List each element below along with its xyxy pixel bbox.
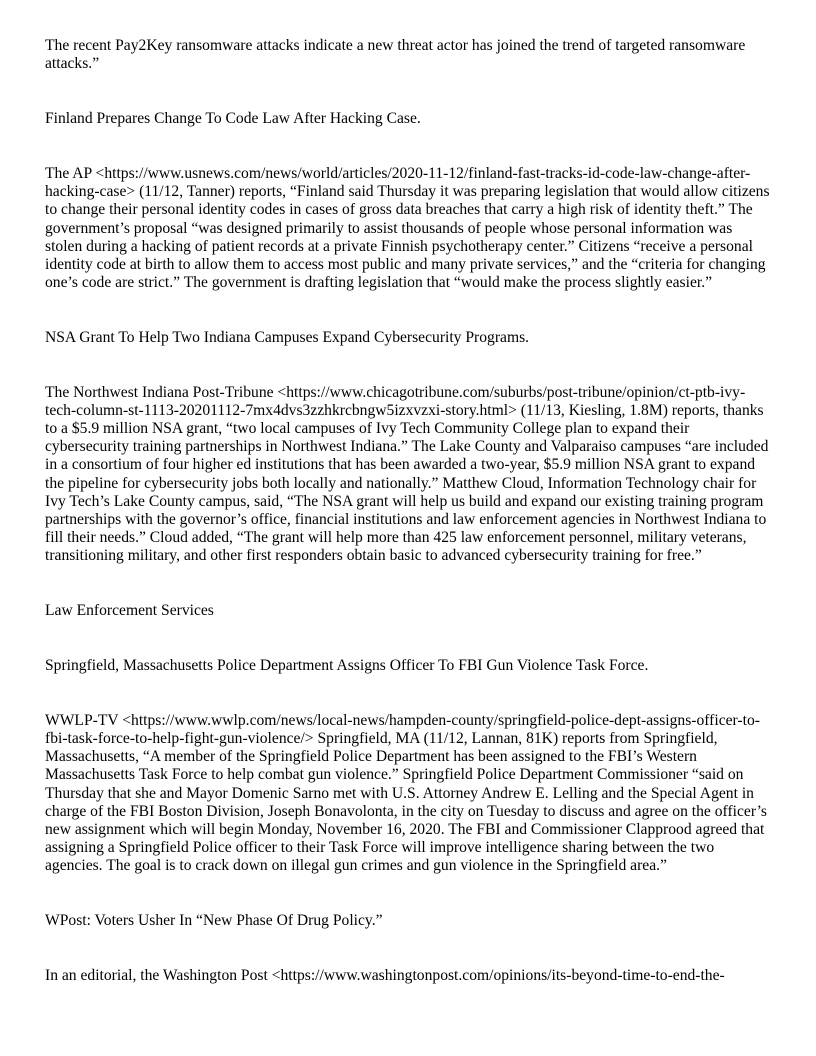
article-text: The AP <https://www.usnews.com/news/world/articles/2020-11-12/finland-fast-tracks-id-code-law-change-after-hacking-case> (11/12, Tanner) reports, “Finland said Thursday it was preparing legislation that would allow citizens to change their personal identity codes in cases of gross data breaches that carry a high risk of identity theft.” The government’s proposal “was designed primarily to assist thousands of people whose personal information was stolen during a hacking of patient records at a private Finnish psychotherapy center.” Citizens “receive a personal identity code at birth to allow them to access most public and many private services,” and the “criteria for changing one’s code are strict.” The government is drafting legislation that “would make the process slightly easier.” — [45, 165, 770, 291]
article-text: The Northwest Indiana Post-Tribune <https://www.chicagotribune.com/suburbs/post-tribune/opinion/ct-ptb-ivy-tech-column-st-1113-20201112-7mx4dvs3zzhkrcbngw5izxvzxi-story.html> (11/13, Kiesling, 1.8M) reports, thanks to a $5.9 million NSA grant, “two local campuses of Ivy Tech Community College plan to expand their cybersecurity training partnerships in Northwest Indiana.” The Lake County and Valparaiso campuses “are included in a consortium of four higher ed institutions that has been awarded a two-year, $5.9 million NSA grant to expand the pipeline for cybersecurity jobs both locally and nationally.” Matthew Cloud, Information Technology chair for Ivy Tech’s Lake County campus, said, “The NSA grant will help us build and expand our existing training program partnerships with the governor’s office, financial institutions and law enforcement agencies in Northwest Indiana to fill their needs.” Cloud added, “The grant will help more than 425 law enforcement personnel, military veterans, transitioning military, and other first responders obtain basic to advanced cybersecurity training for free.” — [45, 384, 769, 564]
document-page — [45, 37, 773, 985]
article-headline: Springfield, Massachusetts Police Department Assigns Officer To FBI Gun Violence Task Force. — [45, 657, 649, 675]
article-text: The recent Pay2Key ransomware attacks indicate a new threat actor has joined the trend of targeted ransomware attacks.” — [45, 37, 746, 73]
article-headline: NSA Grant To Help Two Indiana Campuses Expand Cybersecurity Programs. — [45, 328, 530, 346]
section-heading: Law Enforcement Services — [45, 601, 214, 619]
article-headline: Finland Prepares Change To Code Law After Hacking Case. — [45, 110, 421, 128]
article-text: WWLP-TV <https://www.wwlp.com/news/local-news/hampden-county/springfield-police-dept-assigns-officer-to-fbi-task-force-to-help-fight-gun-violence/> Springfield, MA (11/12, Lannan, 81K) reports from Springfield, Massachusetts, “A member of the Springfield Police Department has been assigned to the FBI’s Western Massachusetts Task Force to help combat gun violence.” Springfield Police Department Commissioner “said on Thursday that she and Mayor Domenic Sarno met with U.S. Attorney Andrew E. Lelling and the Special Agent in charge of the FBI Boston Division, Joseph Bonavolonta, in the city on Tuesday to discuss and agree on the officer’s new assignment which will begin Monday, November 16, 2020. The FBI and Commissioner Clapprood agreed that assigning a Springfield Police officer to their Task Force will improve intelligence sharing between the two agencies. The goal is to crack down on illegal gun crimes and gun violence in the Springfield area.” — [45, 712, 767, 874]
article-text: In an editorial, the Washington Post <https://www.washingtonpost.com/opinions/its-beyond-time-to-end-the- — [45, 967, 725, 985]
article-headline: WPost: Voters Usher In “New Phase Of Drug Policy.” — [45, 912, 383, 929]
